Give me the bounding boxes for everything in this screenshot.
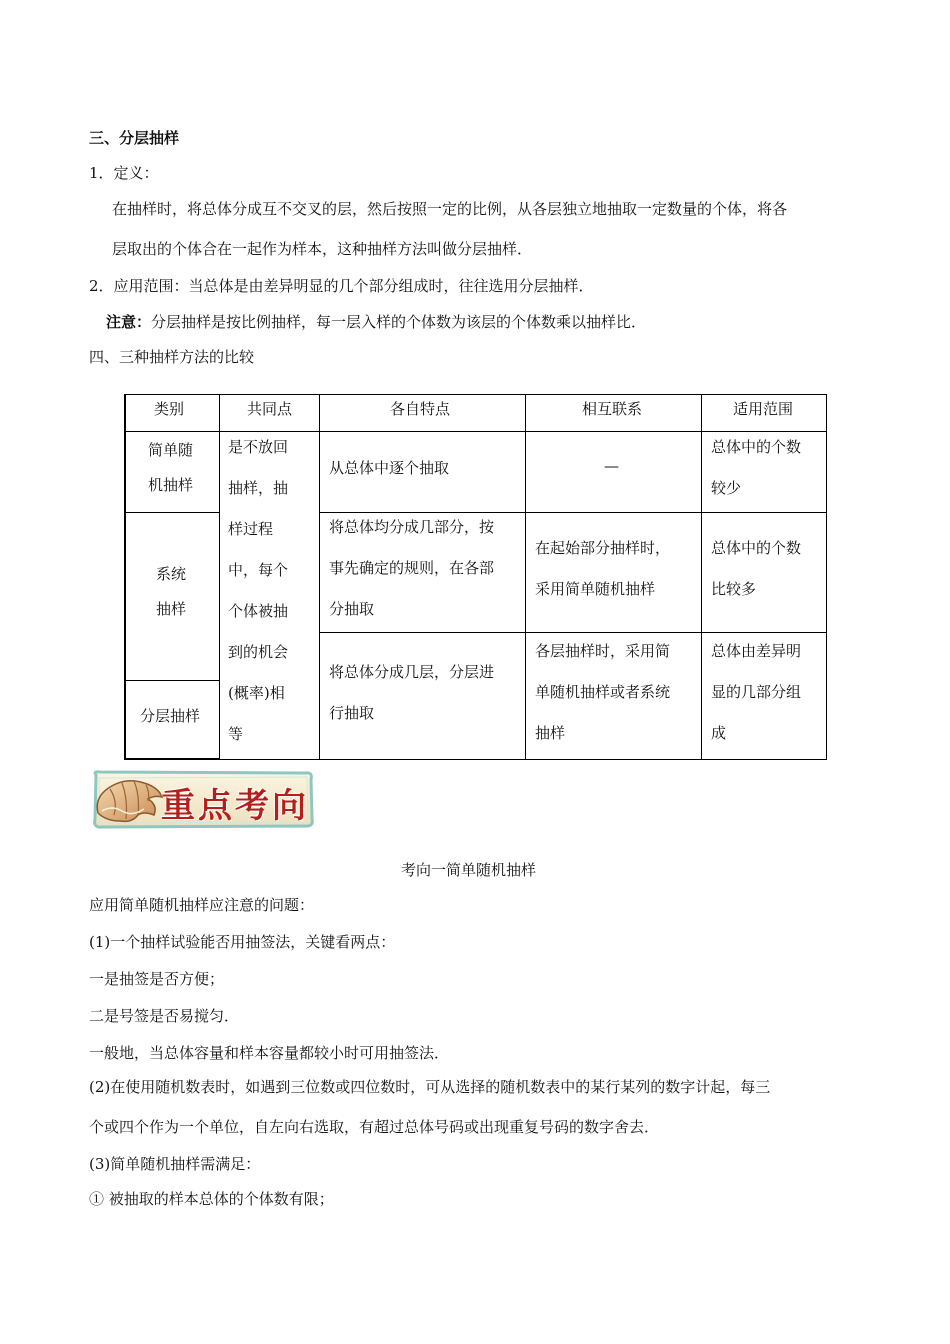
header-divider <box>124 431 827 432</box>
cell-systematic-relation-line-1: 在起始部分抽样时， <box>535 539 671 557</box>
focus-title: 考向一简单随机抽样 <box>401 861 537 879</box>
focus-line-2: (1)一个抽样试验能否用抽签法，关键看两点： <box>89 933 396 951</box>
header-common: 共同点 <box>247 400 293 418</box>
cell-common-line-3: 样过程 <box>228 520 274 538</box>
cell-simple-category-line-1: 简单随 <box>148 441 194 459</box>
cell-systematic-feature-line-3: 分抽取 <box>329 600 375 618</box>
row-divider-1 <box>319 512 827 513</box>
note-paragraph <box>106 312 646 332</box>
cell-common-line-4: 中，每个 <box>228 561 289 579</box>
header-scope: 适用范围 <box>733 400 794 418</box>
cell-stratified-relation-line-2: 单随机抽样或者系统 <box>535 683 671 701</box>
col-divider-3 <box>525 394 526 760</box>
section-heading-stratified: 三、分层抽样 <box>89 129 180 147</box>
application-scope-text: 2．应用范围：当总体是由差异明显的几个部分组成时，往往选用分层抽样． <box>89 277 594 295</box>
header-relation: 相互联系 <box>582 400 643 418</box>
header-features: 各自特点 <box>390 400 451 418</box>
cell-systematic-scope-line-1: 总体中的个数 <box>711 539 802 557</box>
definition-label: 1．定义： <box>89 164 159 182</box>
cell-systematic-relation-line-2: 采用简单随机抽样 <box>535 580 656 598</box>
focus-line-3: 一是抽签是否方便； <box>89 970 225 988</box>
row-divider-cat-1 <box>124 512 219 513</box>
cell-simple-scope-line-2: 较少 <box>711 479 742 497</box>
cell-stratified-feature-line-1: 将总体分成几层，分层进 <box>329 663 495 681</box>
cell-systematic-scope-line-2: 比较多 <box>711 580 757 598</box>
focus-line-6: (2)在使用随机数表时，如遇到三位数或四位数时，可从选择的随机数表中的某行某列的数字计起，每三 <box>89 1078 771 1096</box>
focus-banner <box>90 769 316 831</box>
table-border-top <box>124 394 827 395</box>
definition-text-line-2: 层取出的个体合在一起作为样本，这种抽样方法叫做分层抽样． <box>112 240 533 258</box>
header-category: 类别 <box>154 400 185 418</box>
note-text: 分层抽样是按比例抽样，每一层入样的个体数为该层的个体数乘以抽样比． <box>151 313 647 331</box>
note-label: 注意： <box>106 313 152 331</box>
row-divider-2 <box>319 632 827 633</box>
comparison-table <box>124 394 827 760</box>
focus-line-7: 个或四个作为一个单位，自左向右选取，有超过总体号码或出现重复号码的数字舍去． <box>89 1118 660 1136</box>
definition-text-line-1: 在抽样时，将总体分成互不交叉的层，然后按照一定的比例，从各层独立地抽取一定数量的个体，将各 <box>112 200 788 218</box>
table-border-right <box>826 394 827 760</box>
cell-simple-scope-line-1: 总体中的个数 <box>711 438 802 456</box>
focus-line-1: 应用简单随机抽样应注意的问题： <box>89 896 315 914</box>
col-divider-1 <box>219 394 220 760</box>
cell-stratified-category: 分层抽样 <box>140 707 201 725</box>
cell-simple-category-line-2: 机抽样 <box>148 476 194 494</box>
cell-common-line-1: 是不放回 <box>228 438 289 456</box>
table-border-left-thick <box>124 394 126 760</box>
table-border-bottom <box>124 759 827 760</box>
focus-line-9: ① 被抽取的样本总体的个体数有限； <box>89 1190 334 1208</box>
cell-systematic-feature-line-1: 将总体均分成几部分，按 <box>329 518 495 536</box>
focus-line-8: (3)简单随机抽样需满足： <box>89 1155 261 1173</box>
cell-stratified-relation-line-1: 各层抽样时，采用简 <box>535 642 671 660</box>
cell-simple-relation: — <box>604 457 619 475</box>
cell-stratified-relation-line-3: 抽样 <box>535 724 566 742</box>
cell-stratified-scope-line-1: 总体由差异明 <box>711 642 802 660</box>
cell-systematic-category-line-1: 系统 <box>156 565 187 583</box>
cell-simple-feature: 从总体中逐个抽取 <box>329 459 450 477</box>
cell-common-line-6: 到的机会 <box>228 643 289 661</box>
banner-title: 重点考向 <box>161 786 309 826</box>
cell-systematic-category-line-2: 抽样 <box>156 600 187 618</box>
cell-stratified-feature-line-2: 行抽取 <box>329 704 375 722</box>
row-divider-cat-2 <box>124 680 219 681</box>
cell-stratified-scope-line-2: 显的几部分组 <box>711 683 802 701</box>
focus-line-5: 一般地，当总体容量和样本容量都较小时可用抽签法． <box>89 1044 450 1062</box>
table-border-bottom-thick <box>124 758 220 760</box>
cell-systematic-feature-line-2: 事先确定的规则，在各部 <box>329 559 495 577</box>
shell-icon <box>92 771 166 827</box>
cell-stratified-scope-line-3: 成 <box>711 724 727 742</box>
col-divider-4 <box>701 394 702 760</box>
section-heading-comparison: 四、三种抽样方法的比较 <box>89 348 255 366</box>
cell-common-line-2: 抽样，抽 <box>228 479 289 497</box>
focus-line-4: 二是号签是否易搅匀． <box>89 1007 240 1025</box>
cell-common-line-7: (概率)相 <box>228 684 285 702</box>
cell-common-line-5: 个体被抽 <box>228 602 289 620</box>
col-divider-2 <box>319 394 320 760</box>
cell-common-line-8: 等 <box>228 725 244 743</box>
